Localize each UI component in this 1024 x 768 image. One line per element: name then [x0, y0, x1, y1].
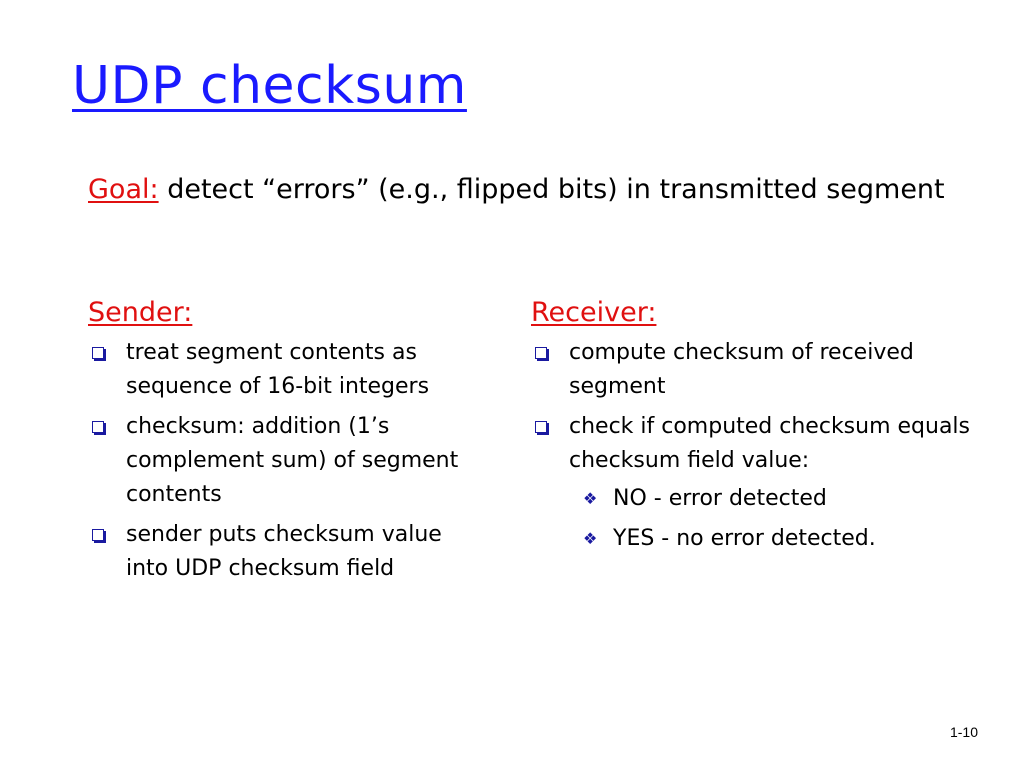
bullet-text: check if computed checksum equals checksum field value: [569, 414, 971, 473]
bullet-text: compute checksum of received segment [569, 340, 914, 399]
sender-bullet [88, 336, 468, 404]
slide-title: UDP checksum [72, 56, 467, 116]
sender-bullet [88, 410, 468, 512]
sender-bullet [88, 518, 468, 586]
goal-label: Goal: [88, 174, 159, 205]
receiver-column [531, 294, 971, 562]
square-bullet-icon [92, 421, 104, 433]
diamond-bullet-icon: ❖ [583, 529, 598, 548]
page-number: 1-10 [949, 724, 978, 740]
receiver-sub-bullet [569, 522, 971, 556]
receiver-bullet [531, 336, 971, 404]
square-bullet-icon [92, 347, 104, 359]
sub-bullet-text: YES - no error detected. [613, 526, 876, 551]
goal-text: detect “errors” (e.g., flipped bits) in transmitted segment [167, 174, 945, 205]
square-bullet-icon [92, 529, 104, 541]
receiver-heading: Receiver: [531, 297, 657, 328]
sender-heading: Sender: [88, 297, 193, 328]
square-bullet-icon [535, 347, 547, 359]
receiver-sub-bullet-list [569, 482, 971, 556]
bullet-text: treat segment contents as sequence of 16-bit integers [126, 340, 430, 399]
sender-column [88, 294, 468, 592]
sub-bullet-text: NO - error detected [613, 486, 827, 511]
bullet-text: sender puts checksum value into UDP checksum field [126, 522, 442, 581]
receiver-bullet [531, 410, 971, 556]
bullet-text: checksum: addition (1’s complement sum) of segment contents [126, 414, 459, 507]
goal-statement [88, 170, 1006, 210]
receiver-sub-bullet [569, 482, 971, 516]
diamond-bullet-icon: ❖ [583, 489, 598, 508]
square-bullet-icon [535, 421, 547, 433]
sender-bullet-list [88, 336, 468, 586]
receiver-bullet-list [531, 336, 971, 556]
